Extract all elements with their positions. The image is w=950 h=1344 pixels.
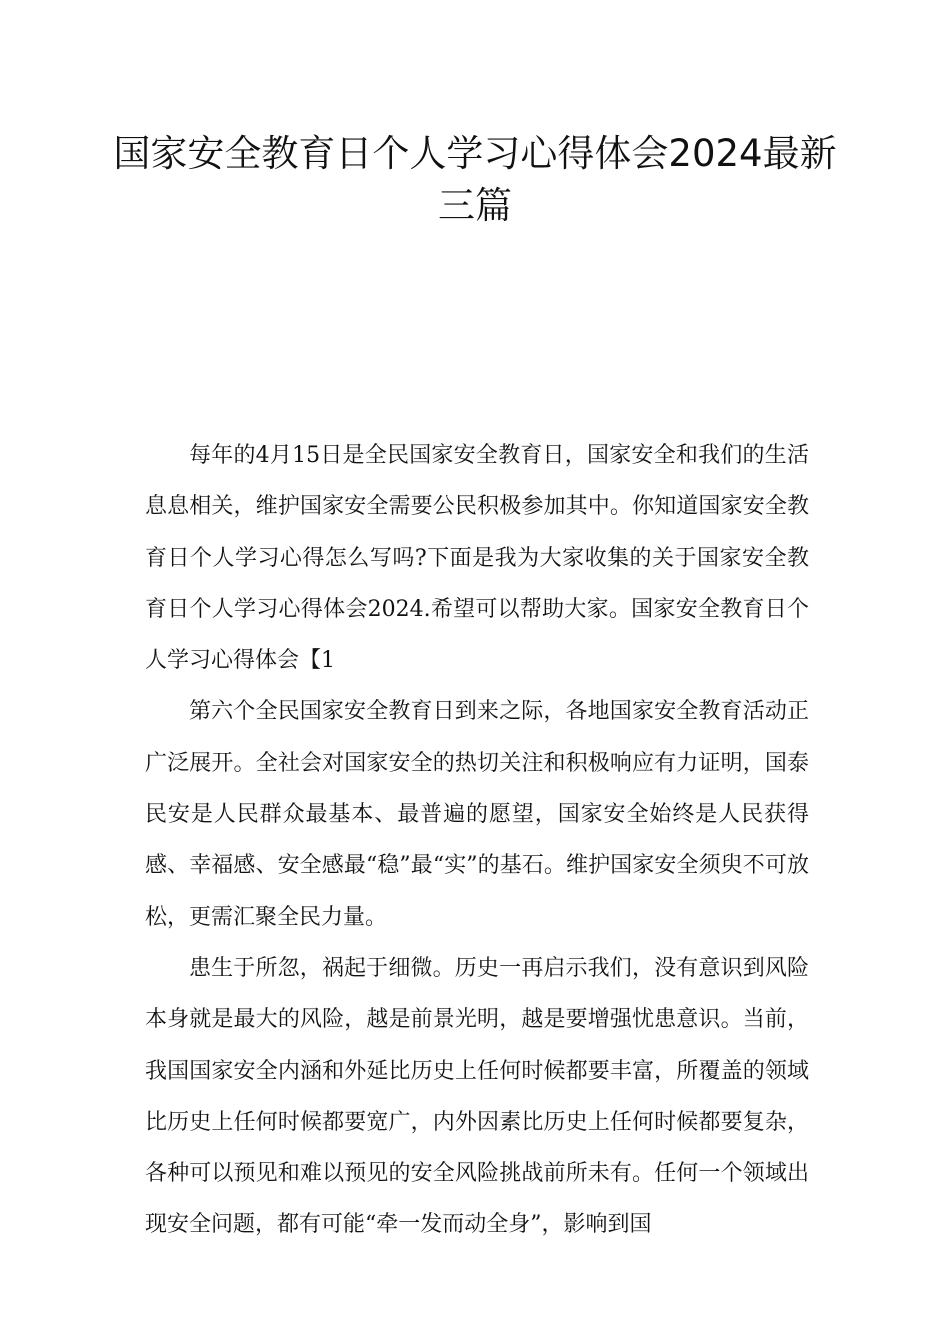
paragraph-1: 每年的4月15日是全民国家安全教育日，国家安全和我们的生活息息相关，维护国家安全需要公民积极参加其中。你知道国家安全教育日个人学习心得怎么写吗?下面是我为大家收集的关于国家安全教育日个人学习心得体会2024.希望可以帮助大家。国家安全教育日个人学习心得体会【1 — [145, 443, 809, 674]
document-title: 国家安全教育日个人学习心得体会2024最新三篇 — [113, 132, 837, 227]
document-body — [145, 430, 809, 1251]
paragraph-2: 第六个全民国家安全教育日到来之际，各地国家安全教育活动正广泛展开。全社会对国家安全的热切关注和积极响应有力证明，国泰民安是人民群众最基本、最普遍的愿望，国家安全始终是人民获得感、幸福感、安全感最“稳”最“实”的基石。维护国家安全须臾不可放松，更需汇聚全民力量。 — [145, 699, 809, 930]
paragraph-3: 患生于所忽，祸起于细微。历史一再启示我们，没有意识到风险本身就是最大的风险，越是前景光明，越是要增强忧患意识。当前，我国国家安全内涵和外延比历史上任何时候都要丰富，所覆盖的领域比历史上任何时候都要宽广，内外因素比历史上任何时候都要复杂，各种可以预见和难以预见的安全风险挑战前所未有。任何一个领域出现安全问题，都有可能“牵一发而动全身”，影响到国 — [145, 955, 809, 1238]
